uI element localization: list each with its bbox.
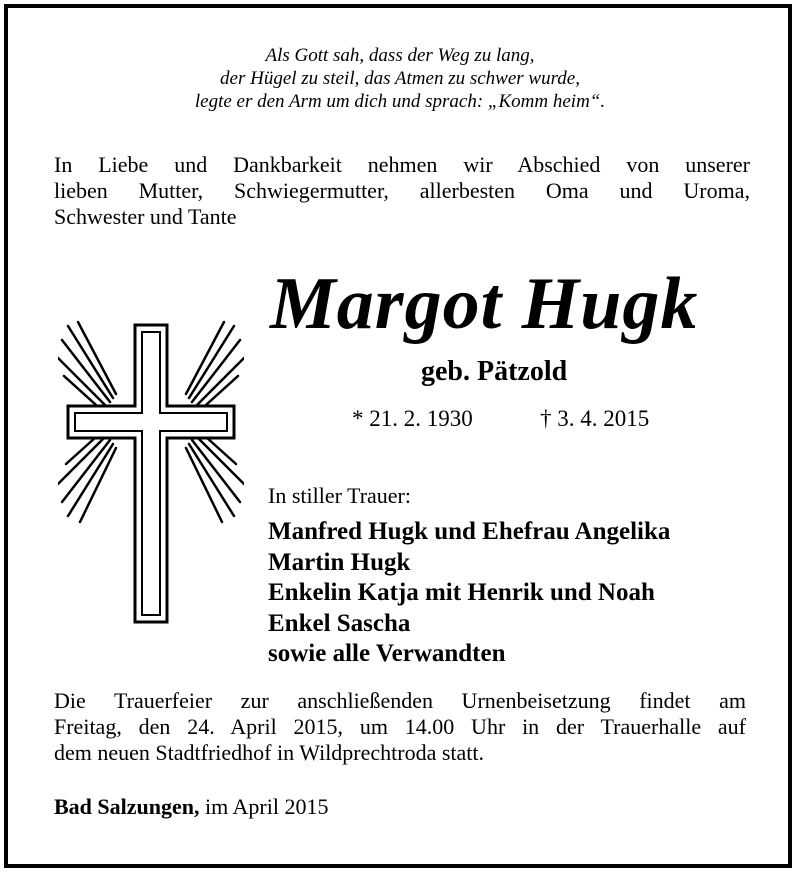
details-line: Freitag, den 24. April 2015, um 14.00 Uhr in der Trauerhalle auf [54, 714, 746, 739]
birth-name: geb. Pätzold [421, 356, 568, 387]
details-line: dem neuen Stadtfriedhof in Wildprechtroda statt. [54, 740, 485, 765]
details-line: Die Trauerfeier zur anschließenden Urnenbeisetzung findet am [54, 688, 746, 713]
quote [0, 44, 800, 113]
mourner: Martin Hugk [268, 548, 411, 576]
quote-line: legte er den Arm um dich und sprach: „Komm heim“. [194, 91, 606, 112]
quote-line: der Hügel zu steil, das Atmen zu schwer wurde, [220, 68, 580, 89]
mourning-label: In stiller Trauer: [268, 483, 411, 508]
deceased-name: Margot Hugk [270, 263, 699, 345]
place-city: Bad Salzungen, [54, 794, 200, 819]
death-date: † 3. 4. 2015 [540, 406, 650, 431]
quote-line: Als Gott sah, dass der Weg zu lang, [265, 45, 535, 66]
intro-line: In Liebe und Dankbarkeit nehmen wir Abschied von unserer [54, 152, 750, 177]
mourner: sowie alle Verwandten [268, 640, 506, 667]
cross-icon [58, 318, 244, 626]
intro-line: lieben Mutter, Schwiegermutter, allerbesten Oma und Uroma, [54, 178, 750, 203]
place-date: im April 2015 [199, 794, 329, 819]
place-and-date [54, 794, 328, 820]
intro-line: Schwester und Tante [54, 204, 237, 229]
mourner: Manfred Hugk und Ehefrau Angelika [268, 518, 671, 545]
intro-text [54, 152, 750, 230]
service-details [54, 688, 746, 766]
birth-date: * 21. 2. 1930 [352, 406, 473, 431]
mourners-list [268, 517, 670, 670]
mourner: Enkel Sascha [268, 609, 411, 637]
mourner: Enkelin Katja mit Henrik und Noah [268, 579, 655, 606]
